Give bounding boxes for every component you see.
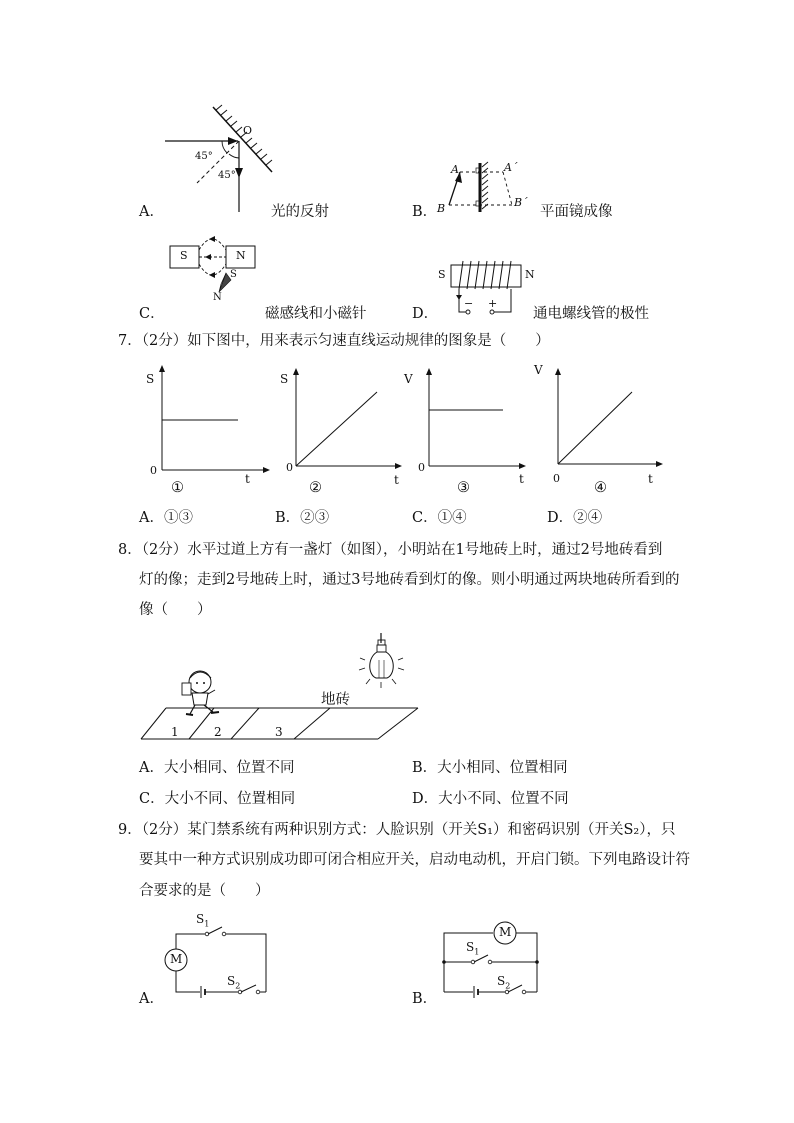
q7-stem: 7．（2分）如下图中，用来表示匀速直线运动规律的图象是（ ）: [118, 333, 550, 349]
graph2-origin: 0: [286, 461, 293, 474]
point-a-image-label: A´: [504, 161, 518, 174]
graph1-origin: 0: [150, 464, 157, 477]
q8-option-c: C．大小不同、位置相同: [139, 791, 296, 807]
q8-stem-line3: 像（ ）: [139, 602, 212, 618]
angle-label-1: 45°: [195, 151, 213, 162]
circuit-a-motor-label: M: [170, 952, 183, 966]
circuit-b-s2-sub: 2: [505, 981, 511, 991]
point-o-label: O: [243, 124, 253, 137]
graph3-ylabel: V: [404, 372, 413, 386]
point-a-label: A: [451, 163, 459, 176]
q8-option-d: D．大小不同、位置不同: [412, 791, 569, 807]
option-d-letter: D．: [412, 306, 439, 322]
option-b-caption: 平面镜成像: [540, 204, 613, 220]
q8-stem-line2: 灯的像；走到2号地砖上时，通过3号地砖看到灯的像。则小明通过两块地砖所看到的: [139, 572, 680, 588]
q9-option-b-letter: B．: [412, 991, 438, 1007]
graph1-ylabel: S: [146, 372, 155, 386]
q9-stem-line2: 要其中一种方式识别成功即可闭合相应开关，启动电动机，开启门锁。下列电路设计符: [139, 852, 690, 868]
q8-option-a: A．大小相同、位置不同: [139, 760, 295, 776]
q9-stem-line3: 合要求的是（ ）: [139, 883, 270, 899]
circuit-b-motor-label: M: [499, 925, 512, 939]
q7-option-d: D．②④: [547, 510, 603, 526]
point-b-image-label: B´: [514, 196, 528, 209]
circuit-a-s1-letter: S: [196, 912, 205, 926]
tile-2-label: 2: [214, 725, 222, 739]
angle-label-2: 45°: [218, 170, 236, 181]
circuit-a-s2-letter: S: [227, 974, 236, 988]
q7-option-a: A．①③: [139, 510, 193, 526]
q9-option-a-letter: A．: [139, 991, 164, 1007]
option-d-caption: 通电螺线管的极性: [533, 306, 649, 322]
option-a-caption: 光的反射: [271, 204, 329, 220]
solenoid-n-label: N: [525, 268, 535, 281]
graph3-origin: 0: [418, 461, 425, 474]
battery-plus: +: [488, 297, 498, 310]
q8-stem-line1: 8．（2分）水平过道上方有一盏灯（如图），小明站在1号地砖上时，通过2号地砖看到: [118, 542, 663, 558]
circuit-b-s2-letter: S: [497, 974, 506, 988]
circuit-a-s1-sub: 1: [204, 919, 210, 929]
circuit-a-s2-sub: 2: [235, 981, 241, 991]
graph4-ylabel: V: [534, 363, 543, 377]
circuit-b-s1-label: [466, 941, 479, 956]
tile-1-label: 1: [171, 725, 179, 739]
graph2-ylabel: S: [280, 372, 289, 386]
q8-option-b: B．大小相同、位置相同: [412, 760, 568, 776]
circuit-b-s2-label: [497, 975, 510, 990]
point-b-label: B: [437, 202, 446, 215]
q9-stem-line1: 9．（2分）某门禁系统有两种识别方式：人脸识别（开关S₁）和密码识别（开关S₂），只: [118, 822, 676, 838]
q7-option-b: B．②③: [275, 510, 330, 526]
battery-minus: −: [464, 297, 474, 310]
magnet-n-label: N: [236, 249, 246, 262]
floor-label: 地砖: [321, 692, 350, 708]
graph3-xlabel: t: [519, 472, 524, 486]
option-a-letter: A．: [139, 204, 164, 220]
graph4-label: ④: [594, 480, 607, 496]
circuit-b-s1-letter: S: [466, 940, 475, 954]
option-b-letter: B．: [412, 204, 438, 220]
graph4-origin: 0: [553, 472, 560, 485]
solenoid-s-label: S: [438, 268, 446, 281]
graph2-label: ②: [309, 480, 322, 496]
graph4-xlabel: t: [648, 472, 653, 486]
circuit-b-s1-sub: 1: [474, 947, 480, 957]
option-c-caption: 磁感线和小磁针: [265, 306, 367, 322]
tile-3-label: 3: [275, 725, 283, 739]
q7-option-c: C．①④: [412, 510, 467, 526]
magnet-s-label: S: [180, 249, 188, 262]
graph3-label: ③: [457, 480, 470, 496]
option-c-letter: C．: [139, 306, 165, 322]
graph2-xlabel: t: [394, 473, 399, 487]
needle-n-label: N: [213, 292, 222, 303]
needle-s-label: S: [230, 269, 237, 280]
graph1-xlabel: t: [245, 472, 250, 486]
graph1-label: ①: [171, 480, 184, 496]
